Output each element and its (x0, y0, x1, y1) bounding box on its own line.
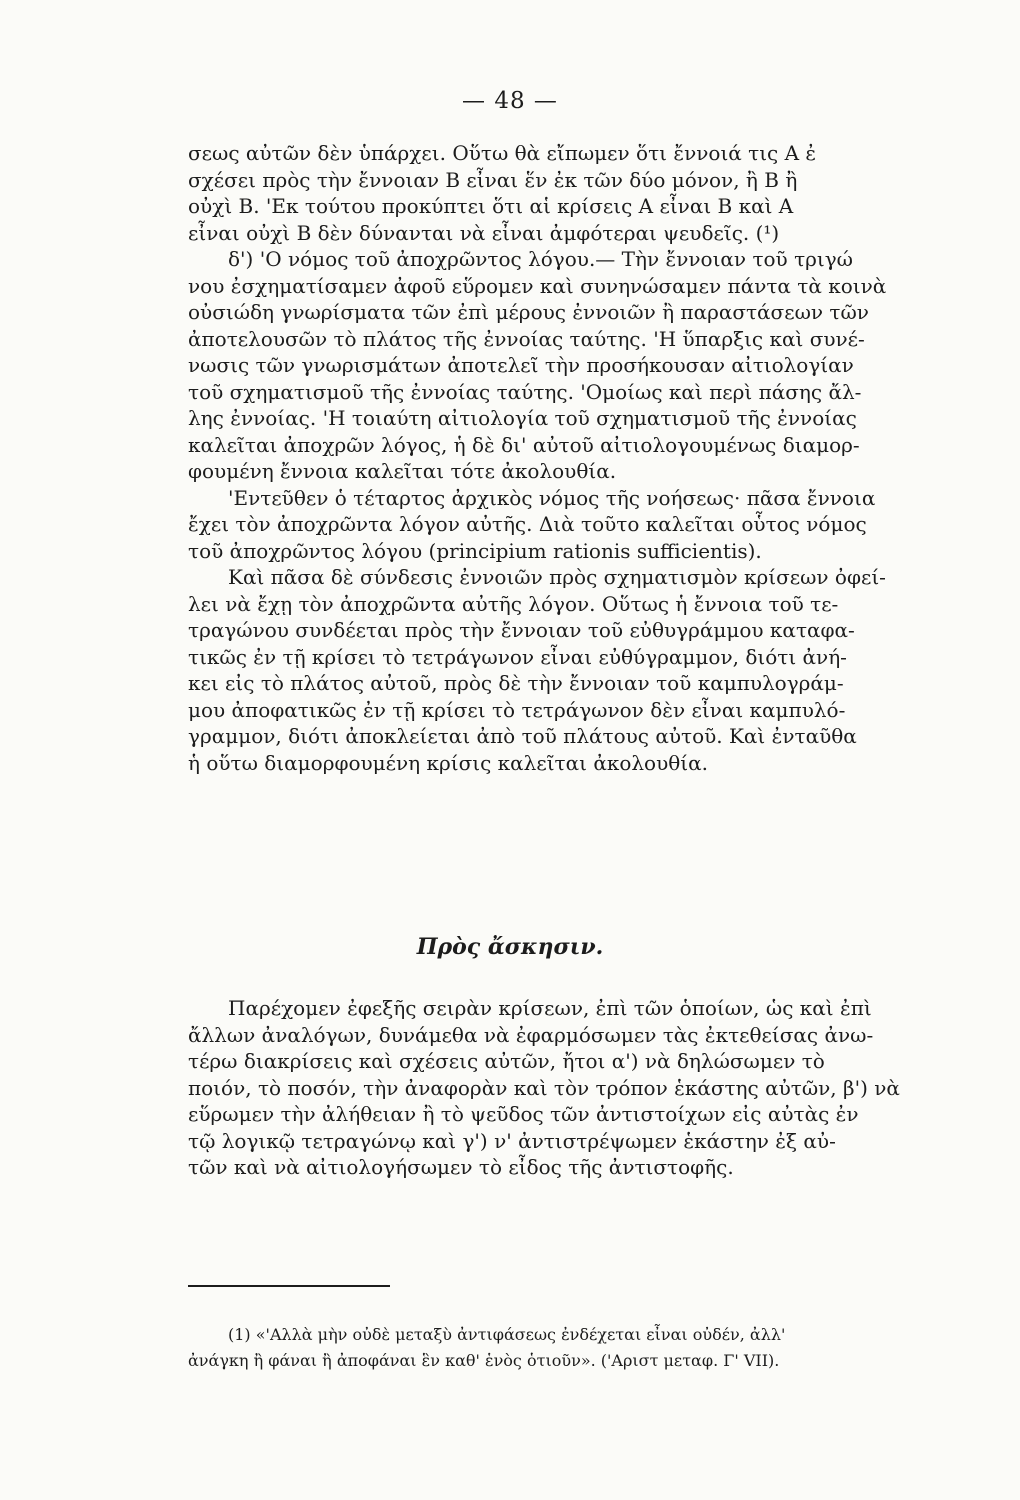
text-line: γραμμον, διότι ἀποκλείεται ἀπὸ τοῦ πλάτους αὐτοῦ. Καὶ ἐνταῦθα (188, 724, 857, 748)
text-line: τῶν καὶ νὰ αἰτιολογήσωμεν τὸ εἶδος τῆς ἀντιστοφῆς. (188, 1155, 734, 1179)
page-number: — 48 — (462, 88, 558, 114)
text-line: 'Εντεῦθεν ὁ τέταρτος ἀρχικὸς νόμος τῆς νοήσεως· πᾶσα ἔννοια (228, 485, 876, 510)
text-line: Καὶ πᾶσα δὲ σύνδεσις ἐννοιῶν πρὸς σχηματισμὸν κρίσεων ὀφεί- (228, 565, 886, 589)
text-line: τοῦ ἀποχρῶντος λόγου (principium rationis sufficientis). (188, 538, 762, 563)
body-text (188, 140, 1020, 776)
text-line: ἀποτελουσῶν τὸ πλάτος τῆς ἐννοίας ταύτης. 'Η ὕπαρξις καὶ συνέ- (188, 326, 865, 351)
text-line: τραγώνου συνδέεται πρὸς τὴν ἔννοιαν τοῦ εὐθυγράμμου καταφα- (188, 618, 855, 642)
section-heading: Πρὸς ἄσκησιν. (416, 934, 604, 960)
text-line: μου ἀποφατικῶς ἐν τῇ κρίσει τὸ τετράγωνον δὲν εἶναι καμπυλό- (188, 697, 846, 722)
text-line: οὐσιώδη γνωρίσματα τῶν ἐπὶ μέρους ἐννοιῶν ἢ παραστάσεων τῶν (188, 300, 869, 324)
text-line: Παρέχομεν ἐφεξῆς σειρὰν κρίσεων, ἐπὶ τῶν ὁποίων, ὡς καὶ ἐπὶ (228, 996, 872, 1020)
text-line: λει νὰ ἔχῃ τὸν ἀποχρῶντα αὐτῆς λόγον. Οὕτως ἡ ἔννοια τοῦ τε- (188, 591, 839, 616)
text-line: νωσις τῶν γνωρισμάτων ἀποτελεῖ τὴν προσήκουσαν αἰτιολογίαν (188, 353, 854, 377)
text-line: ἡ οὕτω διαμορφουμένη κρίσις καλεῖται ἀκολουθία. (188, 750, 708, 775)
text-line: οὐχὶ B. 'Εκ τούτου προκύπτει ὅτι αἱ κρίσεις A εἶναι B καὶ A (188, 194, 794, 218)
text-line: κει εἰς τὸ πλάτος αὐτοῦ, πρὸς δὲ τὴν ἔννοιαν τοῦ καμπυλογράμ- (188, 671, 844, 695)
text-line: ἔχει τὸν ἀποχρῶντα λόγον αὐτῆς. Διὰ τοῦτο καλεῖται οὗτος νόμος (188, 512, 867, 536)
text-line: σχέσει πρὸς τὴν ἔννοιαν B εἶναι ἕν ἐκ τῶν δύο μόνον, ἢ B ἢ (188, 167, 798, 192)
exercise-text (188, 992, 1020, 1178)
text-line: ἄλλων ἀναλόγων, δυνάμεθα νὰ ἐφαρμόσωμεν τὰς ἐκτεθείσας ἀνω- (188, 1022, 874, 1047)
footnote-line: ἀνάγκη ἢ φάναι ἢ ἀποφάναι ἓν καθ' ἑνὸς ὁτιοῦν». ('Αριστ μεταφ. Γ' VII). (188, 1351, 780, 1370)
text-line: τοῦ σχηματισμοῦ τῆς ἐννοίας ταύτης. 'Ομοίως καὶ περὶ πάσης ἄλ- (188, 379, 862, 404)
text-line: δ') 'Ο νόμος τοῦ ἀποχρῶντος λόγου.— Τὴν ἔννοιαν τοῦ τριγώ (228, 247, 853, 271)
text-line: τικῶς ἐν τῇ κρίσει τὸ τετράγωνον εἶναι εὐθύγραμμον, διότι ἀνή- (188, 644, 847, 669)
footnote-line: (1) «'Αλλὰ μὴν οὐδὲ μεταξὺ ἀντιφάσεως ἐνδέχεται εἶναι οὐδέν, ἀλλ' (228, 1325, 786, 1344)
footnote (188, 1322, 1020, 1374)
text-line: ποιόν, τὸ ποσόν, τὴν ἀναφορὰν καὶ τὸν τρόπον ἑκάστης αὐτῶν, β') νὰ (188, 1075, 900, 1100)
text-line: τῷ λογικῷ τετραγώνῳ καὶ γ') ν' ἀντιστρέψωμεν ἑκάστην ἐξ αὐ- (188, 1128, 836, 1153)
text-line: λης ἐννοίας. 'Η τοιαύτη αἰτιολογία τοῦ σχηματισμοῦ τῆς ἐννοίας (188, 406, 857, 430)
text-line: εἶναι οὐχὶ B δὲν δύνανται νὰ εἶναι ἀμφότεραι ψευδεῖς. (¹) (188, 220, 780, 245)
text-line: φουμένη ἔννοια καλεῖται τότε ἀκολουθία. (188, 459, 617, 483)
footnote-divider (188, 1285, 390, 1287)
text-line: νου ἐσχηματίσαμεν ἀφοῦ εὕρομεν καὶ συνηνώσαμεν πάντα τὰ κοινὰ (188, 273, 887, 298)
text-line: καλεῖται ἀποχρῶν λόγος, ἡ δὲ δι' αὐτοῦ αἰτιολογουμένως διαμορ- (188, 432, 860, 457)
text-line: σεως αὐτῶν δὲν ὑπάρχει. Οὕτω θὰ εἴπωμεν ὅτι ἔννοιά τις A ἐ (188, 141, 817, 165)
text-line: εὕρωμεν τὴν ἀλήθειαν ἢ τὸ ψεῦδος τῶν ἀντιστοίχων εἰς αὐτὰς ἐν (188, 1102, 859, 1126)
text-line: τέρω διακρίσεις καὶ σχέσεις αὐτῶν, ἤτοι α') νὰ δηλώσωμεν τὸ (188, 1049, 825, 1073)
